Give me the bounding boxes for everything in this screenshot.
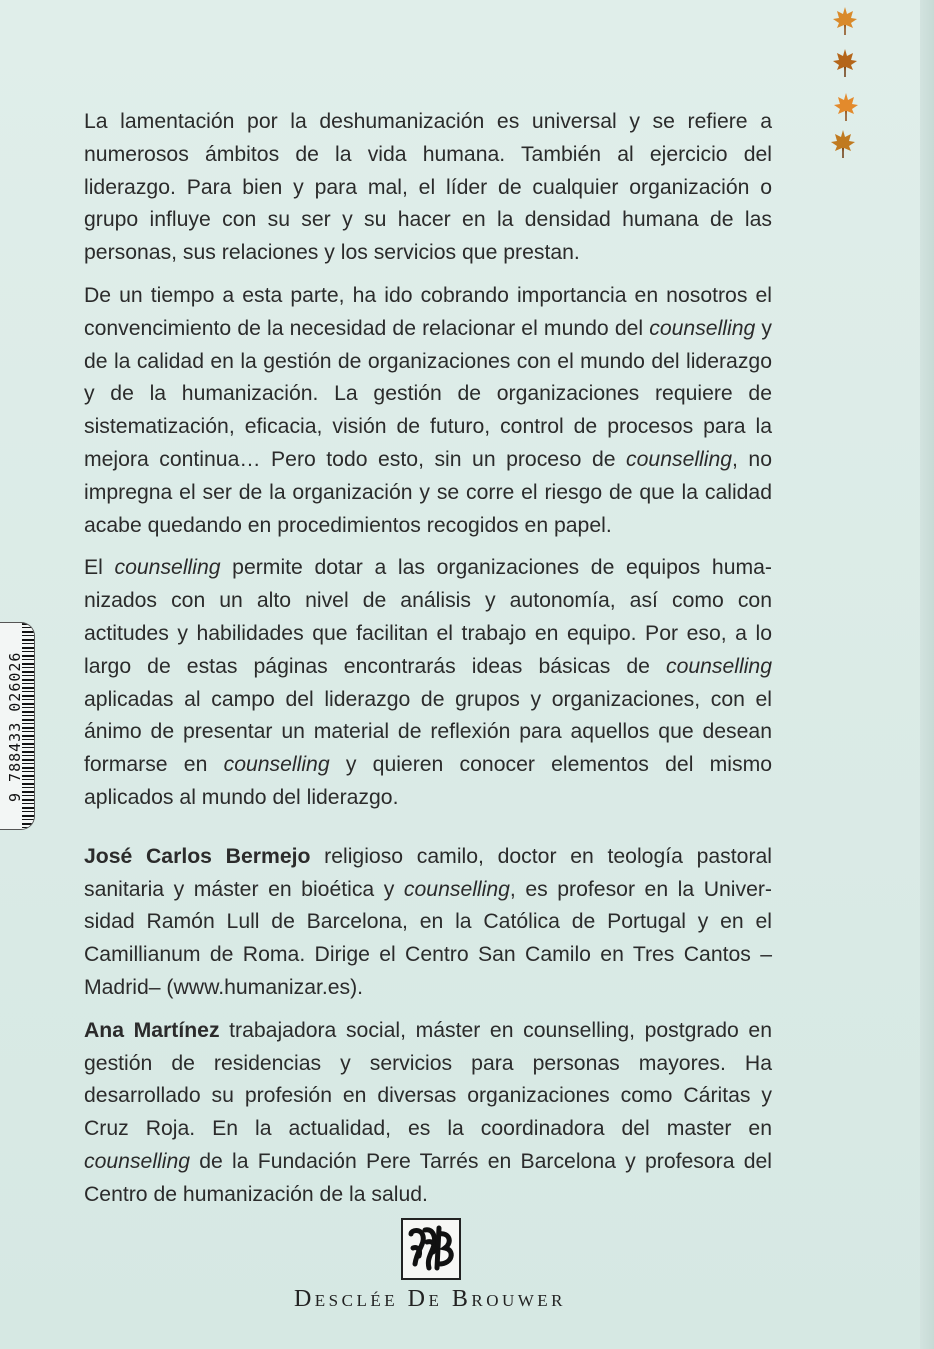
italic-term: counselling <box>114 556 221 580</box>
leaf-decoration <box>826 6 866 166</box>
text-run: y quieren conocer elementos del mismo aplicados al mundo del liderazgo. <box>84 753 772 809</box>
cover-edge <box>920 0 934 1349</box>
text-run: , no impregna el ser de la organización y se corre el riesgo de que la calidad acabe quedando en procedimientos recogidos en papel. <box>84 447 772 537</box>
italic-term: counselling <box>84 1149 191 1173</box>
isbn-number: 9 788433 026026 <box>6 651 24 803</box>
text-run: aplicadas al campo del liderazgo de grupos y organizaciones, con el ánimo de presentar un material de reflexión para aquellos que desean formarse en <box>84 687 772 777</box>
italic-term: counselling <box>665 654 772 678</box>
text-run: y de la calidad en la gestión de organizaciones con el mundo del liderazgo y de la humanización. La gestión de organizaciones requiere de sistematización, eficacia, visión de futuro, control de procesos para la mejora continua… Pero todo esto, sin un proceso de <box>84 316 772 471</box>
italic-term: counselling <box>403 877 510 901</box>
maple-leaf-icon <box>832 92 860 122</box>
author-name: José Carlos Bermejo <box>84 844 311 868</box>
paragraph <box>84 280 772 542</box>
paragraph <box>84 841 772 1005</box>
text-run: trabajadora social, máster en counselling, postgrado en gestión de residencias y servicios para personas mayores. Ha desarrollado su profesión en diversas organizaciones como Cáritas y Cruz Roja. En la actualidad, es la coordinadora del master en <box>84 1018 772 1141</box>
maple-leaf-icon <box>832 48 858 78</box>
paragraph <box>84 106 772 270</box>
text-run: De un tiempo a esta parte, ha ido cobrando importancia en nosotros el convencimiento de la necesidad de relacionar el mundo del <box>84 283 772 340</box>
cover-text <box>84 106 772 1222</box>
maple-leaf-icon <box>830 128 856 160</box>
text-run: permite dotar a las organizaciones de equipos humanizados con un alto nivel de análisis y autonomía, así como con actitudes y habilidades que facilitan el trabajo en equipo. Por eso, a lo largo de estas páginas encontrarás ideas básicas de <box>84 556 772 678</box>
paragraph <box>84 1015 772 1212</box>
text-run: religioso camilo, doctor en teología pastoral sanitaria y máster en bioética y <box>84 844 772 901</box>
italic-term: counselling <box>626 447 733 471</box>
text-run: El <box>84 556 115 580</box>
author-name: Ana Martínez <box>84 1018 220 1042</box>
ddb-logo-icon <box>401 1218 461 1280</box>
publisher-name: Desclée De Brouwer <box>293 1286 567 1312</box>
italic-term: counselling <box>223 753 330 777</box>
isbn-barcode <box>0 622 35 830</box>
maple-leaf-icon <box>832 6 858 36</box>
italic-term: counselling <box>649 316 756 340</box>
paragraph <box>84 552 772 814</box>
text-run: , es profesor en la Universidad Ramón Lull de Barcelona, en la Católica de Portugal y en el Camillianum de Roma. Dirige el Centro San Camilo en Tres Cantos –Madrid– (www.humanizar.es). <box>84 877 772 999</box>
text-run: de la Fundación Pere Tarrés en Barcelona y profesora del Centro de humanización de la salud. <box>84 1149 772 1206</box>
text-run: La lamentación por la deshumanización es universal y se refiere a numerosos ámbitos de la vida humana. También al ejercicio del liderazgo. Para bien y para mal, el líder de cualquier organización o grupo influye con su ser y su hacer en la densidad humana de las personas, sus relaciones y los servicios que prestan. <box>84 110 772 265</box>
